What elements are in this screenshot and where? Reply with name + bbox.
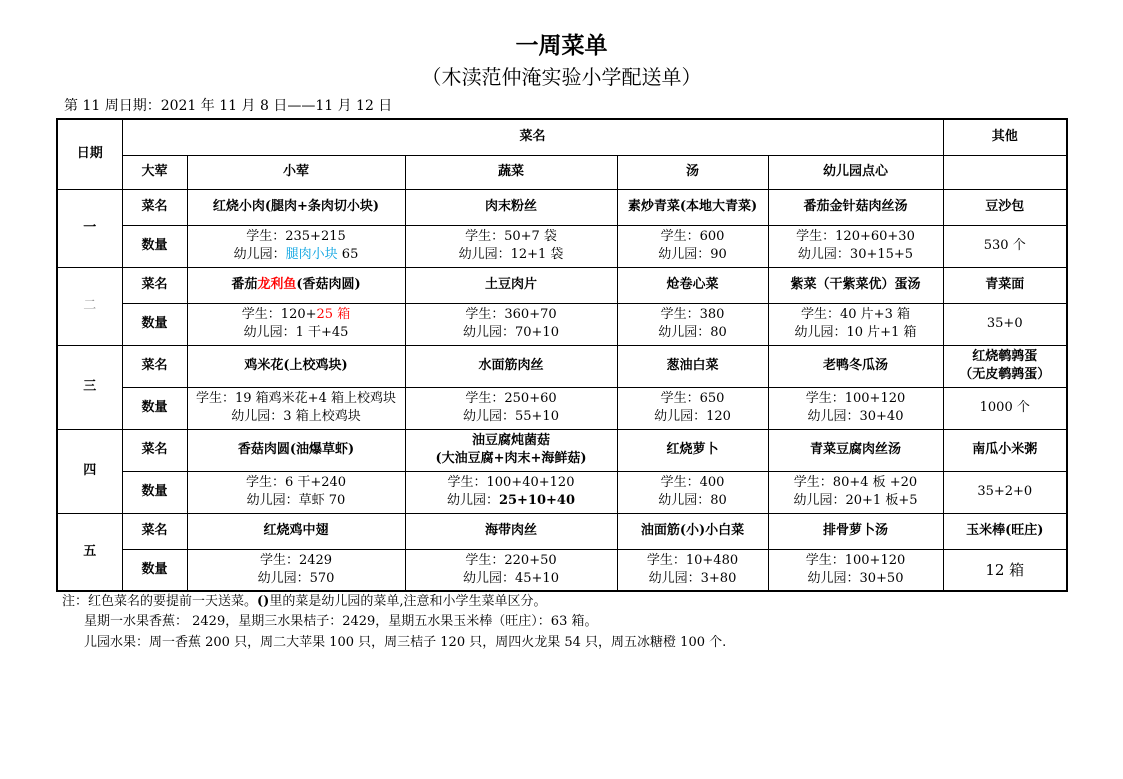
- qty-small-meat: 学生：50+7 袋 幼儿园：12+1 袋: [405, 225, 617, 267]
- qty-soup: 学生：120+60+30 幼儿园：30+15+5: [768, 225, 943, 267]
- qty-snack: 12 箱: [943, 549, 1067, 591]
- dish-vegetable: 红烧萝卜: [617, 429, 768, 471]
- footnote-kinder-fruit: 儿园水果：周一香蕉 200 只，周二大苹果 100 只，周三桔子 120 只，周四火龙果 54 只，周五冰糖橙 100 个.: [84, 635, 727, 650]
- dish-vegetable: 葱油白菜: [617, 345, 768, 387]
- row-label-name: 菜名: [122, 267, 187, 303]
- qty-vegetable: 学生：10+480 幼儿园：3+80: [617, 549, 768, 591]
- day-cell: 三: [57, 345, 122, 429]
- day-cell: 五: [57, 513, 122, 591]
- dish-soup: 番茄金针菇肉丝汤: [768, 189, 943, 225]
- dish-small-meat: 土豆肉片: [405, 267, 617, 303]
- qty-big-meat: 学生：2429 幼儿园：570: [187, 549, 405, 591]
- highlight-text: 25 箱: [316, 307, 351, 322]
- dish-big-meat: 香菇肉圆(油爆草虾): [187, 429, 405, 471]
- table-row: [57, 549, 1067, 591]
- row-label-name: 菜名: [122, 513, 187, 549]
- header-other: 其他: [943, 119, 1067, 155]
- table-row: [57, 267, 1067, 303]
- qty-soup: 学生：100+120 幼儿园：30+50: [768, 549, 943, 591]
- qty-vegetable: 学生：380 幼儿园：80: [617, 303, 768, 345]
- dish-small-meat: 肉末粉丝: [405, 189, 617, 225]
- dish-soup: 紫菜（干紫菜优）蛋汤: [768, 267, 943, 303]
- page-subtitle: （木渎范仲淹实验小学配送单）: [421, 65, 702, 89]
- qty-soup: 学生：80+4 板 +20 幼儿园：20+1 板+5: [768, 471, 943, 513]
- qty-big-meat: 学生：235+215 幼儿园：腿肉小块 65: [187, 225, 405, 267]
- table-row: [57, 303, 1067, 345]
- row-label-qty: 数量: [122, 303, 187, 345]
- dish-vegetable: 油面筋(小)小白菜: [617, 513, 768, 549]
- qty-soup: 学生：100+120 幼儿园：30+40: [768, 387, 943, 429]
- dish-snack: 玉米棒(旺庄): [943, 513, 1067, 549]
- date-range: 第 11 周日期：2021 年 11 月 8 日——11 月 12 日: [64, 98, 393, 114]
- qty-soup: 学生：40 片+3 箱 幼儿园：10 片+1 箱: [768, 303, 943, 345]
- menu-table: [56, 118, 1068, 592]
- dish-big-meat: 鸡米花(上校鸡块): [187, 345, 405, 387]
- dish-big-meat: 番茄龙利鱼(香菇肉圆): [187, 267, 405, 303]
- table-row: [57, 345, 1067, 387]
- table-row: [57, 429, 1067, 471]
- dish-snack: 红烧鹌鹑蛋 （无皮鹌鹑蛋）: [943, 345, 1067, 387]
- row-label-name: 菜名: [122, 429, 187, 471]
- qty-vegetable: 学生：400 幼儿园：80: [617, 471, 768, 513]
- qty-snack: 1000 个: [943, 387, 1067, 429]
- subheader-big-meat: 大荤: [122, 155, 187, 189]
- subheader-vegetable: 蔬菜: [405, 155, 617, 189]
- dish-soup: 老鸭冬瓜汤: [768, 345, 943, 387]
- row-label-name: 菜名: [122, 189, 187, 225]
- dish-snack: 南瓜小米粥: [943, 429, 1067, 471]
- header-menu: 菜名: [122, 119, 943, 155]
- highlight-text: 25+10+40: [498, 493, 576, 508]
- footnote-note: 注：红色菜名的要提前一天送菜。()里的菜是幼儿园的菜单,注意和小学生菜单区分。: [62, 594, 547, 609]
- dish-snack: 豆沙包: [943, 189, 1067, 225]
- day-cell: 二: [57, 267, 122, 345]
- qty-big-meat: 学生：6 干+240 幼儿园：草虾 70: [187, 471, 405, 513]
- qty-big-meat: 学生：120+25 箱 幼儿园：1 干+45: [187, 303, 405, 345]
- footnote-school-fruit: 星期一水果香蕉： 2429，星期三水果桔子：2429，星期五水果玉米棒（旺庄）：63 箱。: [84, 614, 598, 629]
- qty-small-meat: 学生：220+50 幼儿园：45+10: [405, 549, 617, 591]
- table-row: [57, 513, 1067, 549]
- qty-vegetable: 学生：600 幼儿园：90: [617, 225, 768, 267]
- qty-small-meat: 学生：100+40+120 幼儿园：25+10+40: [405, 471, 617, 513]
- dish-small-meat: 水面筋肉丝: [405, 345, 617, 387]
- qty-small-meat: 学生：250+60 幼儿园：55+10: [405, 387, 617, 429]
- dish-vegetable: 炝卷心菜: [617, 267, 768, 303]
- day-cell: 四: [57, 429, 122, 513]
- subheader-soup: 汤: [617, 155, 768, 189]
- row-label-qty: 数量: [122, 225, 187, 267]
- header-date: 日期: [57, 119, 122, 189]
- qty-big-meat: 学生：19 箱鸡米花+4 箱上校鸡块 幼儿园：3 箱上校鸡块: [187, 387, 405, 429]
- row-label-qty: 数量: [122, 471, 187, 513]
- subheader-kinder-snack: 幼儿园点心: [768, 155, 943, 189]
- table-row: [57, 189, 1067, 225]
- table-row: [57, 387, 1067, 429]
- row-label-qty: 数量: [122, 387, 187, 429]
- page-title: 一周菜单: [515, 32, 608, 59]
- row-label-qty: 数量: [122, 549, 187, 591]
- dish-small-meat: 海带肉丝: [405, 513, 617, 549]
- subheader-small-meat: 小荤: [187, 155, 405, 189]
- table-row: [57, 225, 1067, 267]
- day-cell: 一: [57, 189, 122, 267]
- dish-big-meat: 红烧鸡中翅: [187, 513, 405, 549]
- dish-soup: 青菜豆腐肉丝汤: [768, 429, 943, 471]
- qty-snack: 35+0: [943, 303, 1067, 345]
- dish-vegetable: 素炒青菜(本地大青菜): [617, 189, 768, 225]
- qty-snack: 530 个: [943, 225, 1067, 267]
- dish-big-meat: 红烧小肉(腿肉+条肉切小块): [187, 189, 405, 225]
- row-label-name: 菜名: [122, 345, 187, 387]
- qty-snack: 35+2+0: [943, 471, 1067, 513]
- dish-snack: 青菜面: [943, 267, 1067, 303]
- qty-small-meat: 学生：360+70 幼儿园：70+10: [405, 303, 617, 345]
- dish-small-meat: 油豆腐炖菌菇 (大油豆腐+肉末+海鲜菇): [405, 429, 617, 471]
- dish-soup: 排骨萝卜汤: [768, 513, 943, 549]
- highlight-text: 腿肉小块: [285, 247, 338, 262]
- qty-vegetable: 学生：650 幼儿园：120: [617, 387, 768, 429]
- table-row: [57, 471, 1067, 513]
- highlight-text: 龙利鱼: [257, 277, 297, 292]
